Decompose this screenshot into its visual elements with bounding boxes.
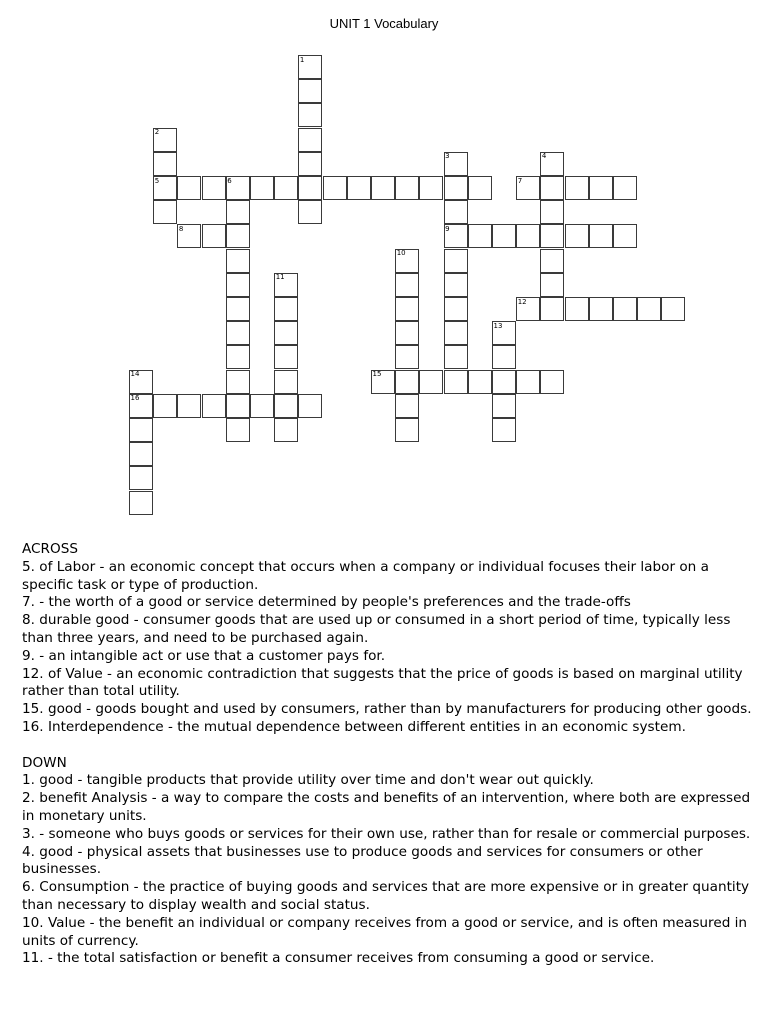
grid-cell[interactable]: [371, 176, 395, 200]
clue-across-7: 7. - the worth of a good or service determined by people's preferences and the trade-offs: [22, 594, 631, 611]
grid-cell[interactable]: [395, 297, 419, 321]
clue-down-11: 11. - the total satisfaction or benefit a consumer receives from consuming a good or service.: [22, 950, 655, 967]
grid-cell[interactable]: [129, 442, 153, 466]
grid-cell[interactable]: [274, 370, 298, 394]
grid-cell[interactable]: [565, 176, 589, 200]
puzzle-title: UNIT 1 Vocabulary: [329, 16, 439, 31]
grid-cell[interactable]: [274, 176, 298, 200]
grid-cell[interactable]: [250, 394, 274, 418]
clue-number-9: 9: [445, 224, 450, 233]
clue-number-16: 16: [130, 394, 140, 403]
grid-cell[interactable]: [274, 418, 298, 442]
grid-cell[interactable]: [274, 345, 298, 369]
grid-cell[interactable]: [444, 345, 468, 369]
grid-cell[interactable]: [226, 200, 250, 224]
grid-cell[interactable]: [444, 370, 468, 394]
crossword-grid: [0, 0, 768, 500]
grid-cell[interactable]: [540, 176, 564, 200]
grid-cell[interactable]: [468, 224, 492, 248]
grid-cell[interactable]: [395, 418, 419, 442]
grid-cell[interactable]: [298, 200, 322, 224]
grid-cell[interactable]: [661, 297, 685, 321]
grid-cell[interactable]: [565, 297, 589, 321]
grid-cell[interactable]: [298, 394, 322, 418]
clue-list: [22, 541, 752, 968]
clue-number-8: 8: [178, 224, 184, 233]
grid-cell[interactable]: [129, 466, 153, 490]
grid-cell[interactable]: [153, 152, 177, 176]
grid-cell[interactable]: [129, 418, 153, 442]
clue-number-4: 4: [541, 152, 547, 161]
grid-cell[interactable]: [226, 321, 250, 345]
clue-number-6: 6: [227, 176, 232, 185]
clue-number-2: 2: [154, 128, 160, 137]
grid-cell[interactable]: [540, 249, 564, 273]
grid-cell[interactable]: [274, 394, 298, 418]
grid-cell[interactable]: [516, 224, 540, 248]
clue-across-15: 15. good - goods bought and used by consumers, rather than by manufacturers for producing other goods.: [22, 701, 752, 718]
grid-cell[interactable]: [323, 176, 347, 200]
grid-cell[interactable]: [540, 224, 564, 248]
clue-across-16: 16. Interdependence - the mutual dependence between different entities in an economic system.: [22, 718, 686, 735]
grid-cell[interactable]: [274, 321, 298, 345]
grid-cell[interactable]: [444, 273, 468, 297]
grid-cell[interactable]: [589, 224, 613, 248]
grid-cell[interactable]: [298, 152, 322, 176]
clue-down-1: 1. good - tangible products that provide utility over time and don't wear out quickly.: [22, 772, 594, 789]
clue-down-3: 3. - someone who buys goods or services for their own use, rather than for resale or commercial purposes.: [22, 825, 751, 842]
clue-number-5: 5: [154, 176, 160, 185]
grid-cell[interactable]: [202, 176, 226, 200]
clue-number-10: 10: [396, 249, 406, 258]
grid-cell[interactable]: [613, 297, 637, 321]
grid-cell[interactable]: [226, 249, 250, 273]
clue-across-9: 9. - an intangible act or use that a customer pays for.: [22, 647, 386, 664]
across-heading: ACROSS: [22, 541, 78, 557]
grid-cell[interactable]: [395, 370, 419, 394]
grid-cell[interactable]: [492, 224, 516, 248]
clue-down-6: 6. Consumption - the practice of buying goods and services that are more expensive or in greater quantity than necessary to display wealth and social status.: [22, 879, 750, 913]
grid-cell[interactable]: [298, 128, 322, 152]
grid-cell[interactable]: [395, 176, 419, 200]
grid-cell[interactable]: [298, 103, 322, 127]
grid-cell[interactable]: [395, 394, 419, 418]
grid-cell[interactable]: [226, 418, 250, 442]
grid-cell[interactable]: [492, 394, 516, 418]
grid-cell[interactable]: [444, 321, 468, 345]
grid-cell[interactable]: [492, 418, 516, 442]
grid-cell[interactable]: [129, 491, 153, 515]
grid-cell[interactable]: [226, 224, 250, 248]
clue-across-8: 8. durable good - consumer goods that are used up or consumed in a short period of time, typically less than three years, and need to be purchased again.: [22, 612, 731, 646]
grid-cell[interactable]: [540, 200, 564, 224]
grid-cell[interactable]: [395, 273, 419, 297]
clue-number-14: 14: [130, 370, 140, 379]
grid-cell[interactable]: [177, 176, 201, 200]
clue-down-4: 4. good - physical assets that businesses use to produce goods and services for consumers or other businesses.: [22, 843, 703, 878]
grid-cell[interactable]: [153, 200, 177, 224]
grid-cell[interactable]: [226, 370, 250, 394]
grid-cell[interactable]: [540, 370, 564, 394]
grid-cell[interactable]: [589, 176, 613, 200]
grid-cell[interactable]: [347, 176, 371, 200]
grid-cell[interactable]: [202, 224, 226, 248]
grid-cell[interactable]: [395, 321, 419, 345]
down-heading: DOWN: [22, 754, 67, 771]
grid-cell[interactable]: [298, 176, 322, 200]
grid-cell[interactable]: [492, 370, 516, 394]
clue-across-5: 5. of Labor - an economic concept that occurs when a company or individual focuses their labor on a specific task or type of production.: [22, 558, 709, 593]
clue-down-10: 10. Value - the benefit an individual or company receives from a good or service, and is often measured in units of currency.: [22, 914, 748, 949]
grid-cell[interactable]: [274, 297, 298, 321]
grid-cell[interactable]: [202, 394, 226, 418]
grid-cell[interactable]: [298, 79, 322, 103]
grid-cell[interactable]: [153, 394, 177, 418]
grid-cell[interactable]: [492, 345, 516, 369]
clue-number-15: 15: [372, 370, 382, 379]
grid-cell[interactable]: [226, 345, 250, 369]
grid-cell[interactable]: [250, 176, 274, 200]
clue-number-7: 7: [517, 176, 523, 185]
grid-cell[interactable]: [613, 176, 637, 200]
grid-cell[interactable]: [540, 297, 564, 321]
clue-across-12: 12. of Value - an economic contradiction that suggests that the price of goods is based on marginal utility rather than total utility.: [22, 665, 743, 700]
grid-cell[interactable]: [468, 176, 492, 200]
grid-cell[interactable]: [419, 176, 443, 200]
grid-cell[interactable]: [613, 224, 637, 248]
grid-cell[interactable]: [540, 273, 564, 297]
grid-cell[interactable]: [177, 394, 201, 418]
grid-cell[interactable]: [637, 297, 661, 321]
grid-cell[interactable]: [226, 394, 250, 418]
clue-number-1: 1: [299, 55, 305, 64]
grid-cell[interactable]: [468, 370, 492, 394]
clue-number-13: 13: [493, 321, 503, 330]
clue-number-3: 3: [445, 152, 450, 161]
grid-cell[interactable]: [226, 297, 250, 321]
grid-cell[interactable]: [589, 297, 613, 321]
grid-cell[interactable]: [226, 273, 250, 297]
grid-cell[interactable]: [419, 370, 443, 394]
grid-cell[interactable]: [395, 345, 419, 369]
clue-number-12: 12: [517, 297, 527, 306]
grid-cell[interactable]: [444, 249, 468, 273]
grid-cell[interactable]: [444, 297, 468, 321]
grid-cell[interactable]: [516, 370, 540, 394]
grid-cell[interactable]: [565, 224, 589, 248]
grid-cell[interactable]: [444, 176, 468, 200]
clue-down-2: 2. benefit Analysis - a way to compare the costs and benefits of an intervention, where both are expressed in monetary units.: [22, 790, 751, 824]
clue-number-11: 11: [275, 273, 285, 282]
grid-cell[interactable]: [444, 200, 468, 224]
